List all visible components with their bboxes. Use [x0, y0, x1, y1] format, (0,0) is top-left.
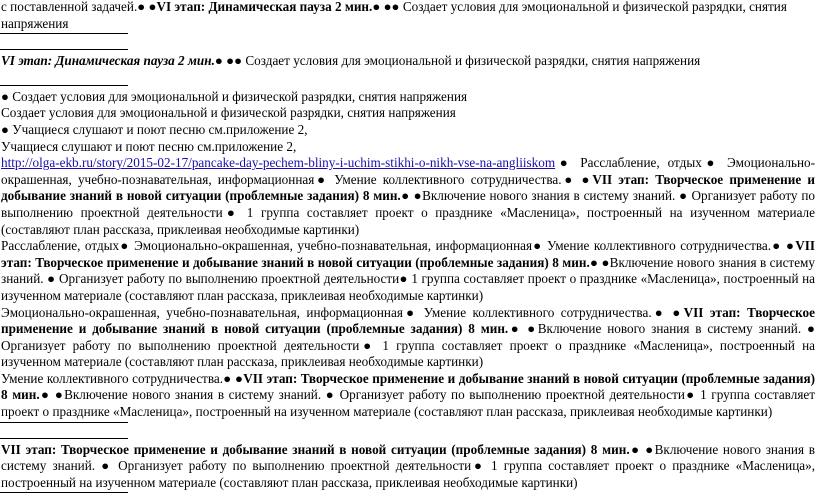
song-paragraph: [0, 89, 816, 238]
song-line-3: ● Учащиеся слушают и поют песню см.приложение 2,: [1, 121, 308, 137]
divider: [0, 85, 128, 86]
relaxation-lead: Расслабление, отдых● Эмоционально-окрашенная, учебно-познавательная, информационная● Умение коллективного сотрудничества.● ●: [1, 238, 796, 254]
stage6-bullets: ● ●●: [214, 53, 243, 69]
song-link[interactable]: http://olga-ekb.ru/story/2015-02-17/pancake-day-pechem-bliny-i-uchim-stikhi-o-nikh-vse-na-angliiskom: [1, 155, 556, 171]
song-line-4: Учащиеся слушают и поют песню см.приложение 2,: [1, 138, 297, 154]
divider: [0, 438, 128, 439]
song-line-2: Создает условия для эмоциональной и физической разрядки, снятия напряжения: [1, 105, 456, 121]
intro-bullet: ● ●: [137, 0, 157, 14]
intro-stage-title: VI этап: Динамическая пауза 2 мин.: [156, 0, 373, 14]
divider: [0, 492, 128, 493]
intro-paragraph: [0, 0, 816, 32]
intro-prefix: с поставленной задачей.: [1, 0, 138, 14]
stage7-title: VII этап: Творческое применение и добывание знаний в новой ситуации (проблемные задания) 8 мин.: [1, 238, 815, 270]
stage7-title: VII этап: Творческое применение и добывание знаний в новой ситуации (проблемные задания) 8 мин.: [1, 171, 815, 204]
emotional-lead: Эмоционально-окрашенная, учебно-познавательная, информационная● Умение коллективного сотрудничества.● ●: [1, 304, 684, 320]
relaxation-paragraph: [0, 238, 816, 304]
stage7-title: VII этап: Творческое применение и добывание знаний в новой ситуации (проблемные задания) 8 мин.: [1, 304, 815, 337]
intro-line2: напряжения: [1, 15, 69, 31]
song-line-1: ● Создает условия для эмоциональной и физической разрядки, снятия напряжения: [1, 88, 468, 104]
intro-bullets: ● ●●: [372, 0, 400, 14]
cooperation-lead: Умение коллективного сотрудничества.● ●: [1, 370, 244, 386]
stage7-text: ● ●Включение нового знания в систему знаний. ● Организует работу по выполнению проектной деятельности● 1 группа составляет проект о празднике «Масленица», построенный на изученном материале (составляют план рассказа, приклеивая необходимые картинки): [1, 441, 815, 490]
stage7-title: VII этап: Творческое применение и добывание знаний в новой ситуации (проблемные задания) 8 мин.: [1, 370, 815, 403]
intro-text: Создает условия для эмоциональной и физической разрядки, снятия: [399, 0, 787, 14]
stage6-title: VI этап: Динамическая пауза 2 мин.: [1, 53, 215, 69]
reflection-text: ● Расслабление, отдых● Эмоционально-окрашенная, учебно-познавательная, информационная● Умение коллективного сотрудничества.● ●: [1, 155, 815, 187]
stage7-title: VII этап: Творческое применение и добывание знаний в новой ситуации (проблемные задания) 8 мин.: [1, 441, 630, 457]
stage7-text: ● ●Включение нового знания в систему знаний. ● Организует работу по выполнению проектной деятельности● 1 группа составляет проект о празднике «Масленица», построенный на изученном материале (составляют план рассказа, приклеивая необходимые картинки): [1, 254, 815, 303]
stage6-paragraph: [0, 53, 816, 70]
stage7-text: ● ●Включение нового знания в систему знаний. ● Организует работу по выполнению проектной деятельности● 1 группа составляет проект о празднике «Масленица», построенный на изученном материале (составляют план рассказа, приклеивая необходимые картинки): [1, 321, 815, 370]
emotional-paragraph: [0, 305, 816, 371]
stage7-paragraph: [0, 442, 816, 492]
divider: [0, 49, 128, 50]
cooperation-paragraph: [0, 371, 816, 421]
stage7-text: ● ●Включение нового знания в систему знаний. ● Организует работу по выполнению проектной деятельности● 1 группа составляет проект о празднике «Масленица», построенный на изученном материале (составляют план рассказа, приклеивая необходимые картинки): [1, 188, 815, 237]
stage6-text: Создает условия для эмоциональной и физической разрядки, снятия напряжения: [242, 53, 701, 69]
stage7-text: ● ●Включение нового знания в систему знаний. ● Организует работу по выполнению проектной деятельности● 1 группа составляет проект о празднике «Масленица», построенный на изученном материале (составляют план рассказа, приклеивая необходимые картинки): [1, 387, 815, 420]
